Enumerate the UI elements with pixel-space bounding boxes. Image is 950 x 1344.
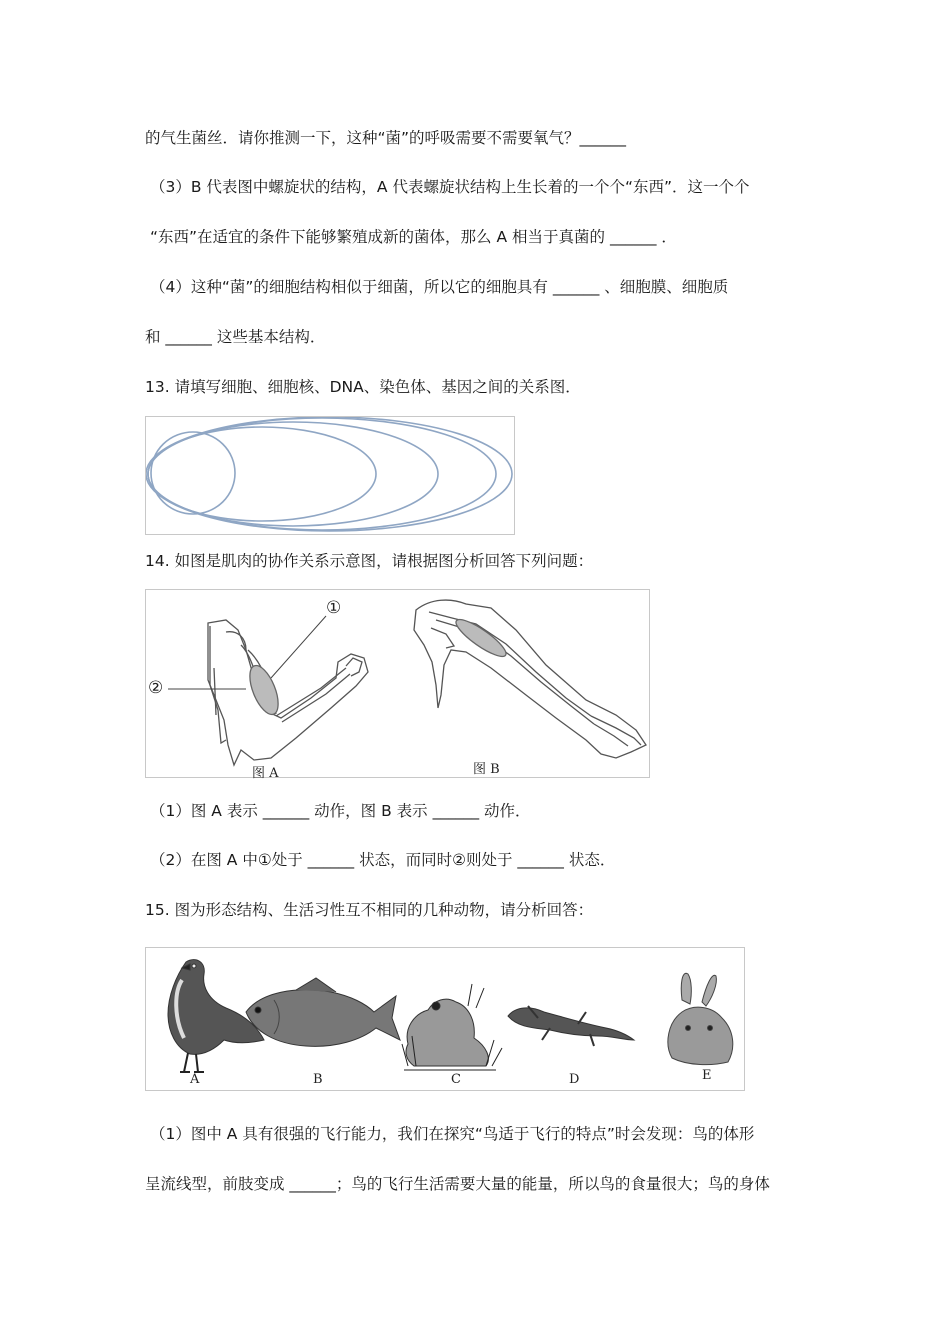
animals-drawing-svg bbox=[146, 948, 746, 1092]
animal-label-e: E bbox=[702, 1068, 712, 1083]
question-14-2: （2）在图 A 中①处于 ______ 状态，而同时②则处于 ______ 状态． bbox=[150, 851, 616, 869]
caption-figure-b: 图 B bbox=[473, 762, 500, 777]
nested-ellipses-diagram bbox=[145, 416, 515, 535]
ellipse-fourth bbox=[148, 418, 496, 530]
nested-ellipses-svg bbox=[146, 417, 516, 536]
question-13-title: 13. 请填写细胞、细胞核、DNA、染色体、基因之间的关系图． bbox=[145, 378, 581, 396]
frog-drawing bbox=[402, 984, 502, 1070]
arm-flexed-drawing bbox=[208, 620, 368, 765]
animal-label-c: C bbox=[451, 1072, 461, 1087]
caption-figure-a: 图 A bbox=[252, 766, 279, 781]
question-15-title: 15. 图为形态结构、生活习性互不相同的几种动物，请分析回答： bbox=[145, 901, 594, 919]
question-12-4-line-1: （4）这种“菌”的细胞结构相似于细菌，所以它的细胞具有 ______ 、细胞膜、细胞质 bbox=[150, 278, 729, 296]
animals-figure bbox=[145, 947, 745, 1091]
question-12-4-line-2: 和 ______ 这些基本结构． bbox=[145, 328, 326, 346]
question-12-3-line-1: （3）B 代表图中螺旋状的结构，A 代表螺旋状结构上生长着的一个个“东西”．这一个个 bbox=[150, 178, 750, 196]
muscle-drawing-svg bbox=[146, 590, 651, 779]
arm-extended-drawing bbox=[414, 600, 646, 758]
question-14-title: 14. 如图是肌肉的协作关系示意图，请根据图分析回答下列问题： bbox=[145, 552, 594, 570]
carp-drawing bbox=[246, 978, 400, 1046]
animal-label-b: B bbox=[313, 1072, 323, 1087]
label-1: ① bbox=[326, 598, 342, 618]
animal-label-d: D bbox=[569, 1072, 580, 1087]
muscle-figure bbox=[145, 589, 650, 781]
question-15-1-line-2: 呈流线型，前肢变成 ______；鸟的飞行生活需要大量的能量，所以鸟的食量很大；鸟的身体 bbox=[145, 1175, 770, 1193]
question-14-1: （1）图 A 表示 ______ 动作，图 B 表示 ______ 动作． bbox=[150, 802, 531, 820]
ellipse-innermost bbox=[151, 432, 235, 514]
text-line-1: 的气生菌丝．请你推测一下，这种“菌”的呼吸需要不需要氧气？______ bbox=[145, 129, 627, 147]
rabbit-drawing bbox=[668, 973, 733, 1064]
animal-label-a: A bbox=[190, 1072, 200, 1087]
label-2: ② bbox=[148, 678, 164, 698]
lizard-drawing bbox=[508, 1006, 634, 1046]
ellipse-outermost bbox=[146, 417, 512, 531]
question-15-1-line-1: （1）图中 A 具有很强的飞行能力，我们在探究“鸟适于飞行的特点”时会发现：鸟的体形 bbox=[150, 1125, 755, 1143]
label-1-leader bbox=[271, 616, 326, 678]
question-12-3-line-2: “东西”在适宜的条件下能够繁殖成新的菌体，那么 A 相当于真菌的 ______ ． bbox=[150, 228, 677, 246]
